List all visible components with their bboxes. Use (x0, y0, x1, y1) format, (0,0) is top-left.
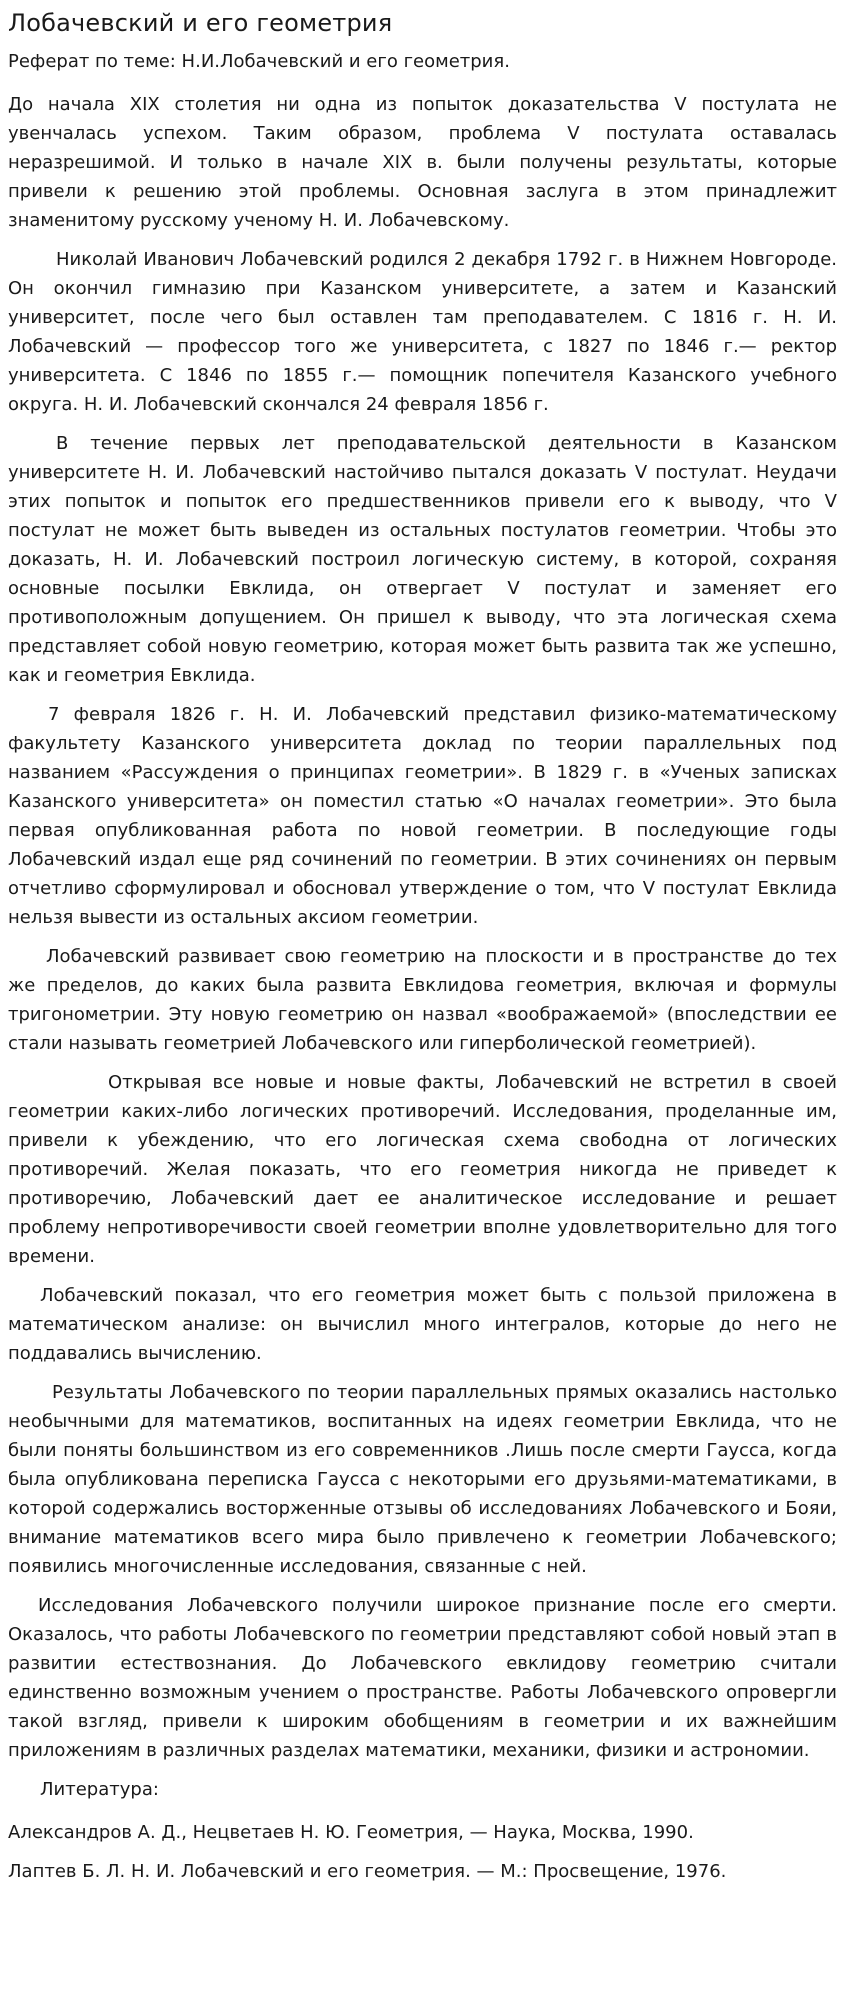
reference-item: Александров А. Д., Нецветаев Н. Ю. Геометрия, — Наука, Москва, 1990. (8, 1822, 694, 1843)
document-subtitle: Реферат по теме: Н.И.Лобачевский и его геометрия. (8, 51, 510, 72)
paragraph: Исследования Лобачевского получили широкое признание после его смерти. Оказалось, что работы Лобачевского по геометрии представляют собой новый этап в развитии естествознания. До Лобачевского евклидову геометрию считали единственно возможным учением о пространстве. Работы Лобачевского опровергли такой взгляд, привели к широким обобщениям в геометрии и их важнейшим приложениям в различных разделах математики, механики, физики и астрономии. (8, 1595, 837, 1761)
document-title: Лобачевский и его геометрия (8, 9, 393, 37)
paragraph: Николай Иванович Лобачевский родился 2 декабря 1792 г. в Нижнем Новгороде. Он окончил гимназию при Казанском университете, а затем и Казанский университет, после чего был оставлен там преподавателем. С 1816 г. Н. И. Лобачевский — профессор того же университета, с 1827 по 1846 г.— ректор университета. С 1846 по 1855 г.— помощник попечителя Казанского учебного округа. Н. И. Лобачевский скончался 24 февраля 1856 г. (8, 249, 837, 415)
paragraph: В течение первых лет преподавательской деятельности в Казанском университете Н. И. Лобачевский настойчиво пытался доказать V постулат. Неудачи этих попыток и попыток его предшественников привели его к выводу, что V постулат не может быть выведен из остальных постулатов геометрии. Чтобы это доказать, Н. И. Лобачевский построил логическую систему, в которой, сохраняя основные посылки Евклида, он отвергает V постулат и заменяет его противоположным допущением. Он пришел к выводу, что эта логическая схема представляет собой новую геометрию, которая может быть развита так же успешно, как и геометрия Евклида. (8, 433, 837, 686)
reference-item: Лаптев Б. Л. Н. И. Лобачевский и его геометрия. — М.: Просвещение, 1976. (8, 1861, 727, 1882)
literature-heading: Литература: (40, 1779, 159, 1800)
paragraph: Результаты Лобачевского по теории параллельных прямых оказались настолько необычными для математиков, воспитанных на идеях геометрии Евклида, что не были поняты большинством из его современников .Лишь после смерти Гаусса, когда была опубликована переписка Гаусса с некоторыми его друзьями-математиками, в которой содержались восторженные отзывы об исследованиях Лобачевского и Бояи, внимание математиков всего мира было привлечено к геометрии Лобачевского; появились многочисленные исследования, связанные с ней. (8, 1382, 837, 1577)
paragraph: Лобачевский показал, что его геометрия может быть с пользой приложена в математическом анализе: он вычислил много интегралов, которые до него не поддавались вычислению. (8, 1285, 837, 1364)
paragraph: Открывая все новые и новые факты, Лобачевский не встретил в своей геометрии каких-либо логических противоречий. Исследования, проделанные им, привели к убеждению, что его логическая схема свободна от логических противоречий. Желая показать, что его геометрия никогда не приведет к противоречию, Лобачевский дает ее аналитическое исследование и решает проблему непротиворечивости своей геометрии вполне удовлетворительно для того времени. (8, 1072, 837, 1267)
paragraph: Лобачевский развивает свою геометрию на плоскости и в пространстве до тех же пределов, до каких была развита Евклидова геометрия, включая и формулы тригонометрии. Эту новую геометрию он назвал «воображаемой» (впоследствии ее стали называть геометрией Лобачевского или гиперболической геометрией). (8, 946, 837, 1054)
paragraph: До начала XIX столетия ни одна из попыток доказательства V постулата не увенчалась успехом. Таким образом, проблема V постулата оставалась неразрешимой. И только в начале XIX в. были получены результаты, которые привели к решению этой проблемы. Основная заслуга в этом принадлежит знаменитому русскому ученому Н. И. Лобачевскому. (8, 94, 837, 231)
paragraph: 7 февраля 1826 г. Н. И. Лобачевский представил физико-математическому факультету Казанского университета доклад по теории параллельных под названием «Рассуждения о принципах геометрии». В 1829 г. в «Ученых записках Казанского университета» он поместил статью «О началах геометрии». Это была первая опубликованная работа по новой геометрии. В последующие годы Лобачевский издал еще ряд сочинений по геометрии. В этих сочинениях он первым отчетливо сформулировал и обосновал утверждение о том, что V постулат Евклида нельзя вывести из остальных аксиом геометрии. (8, 704, 837, 928)
